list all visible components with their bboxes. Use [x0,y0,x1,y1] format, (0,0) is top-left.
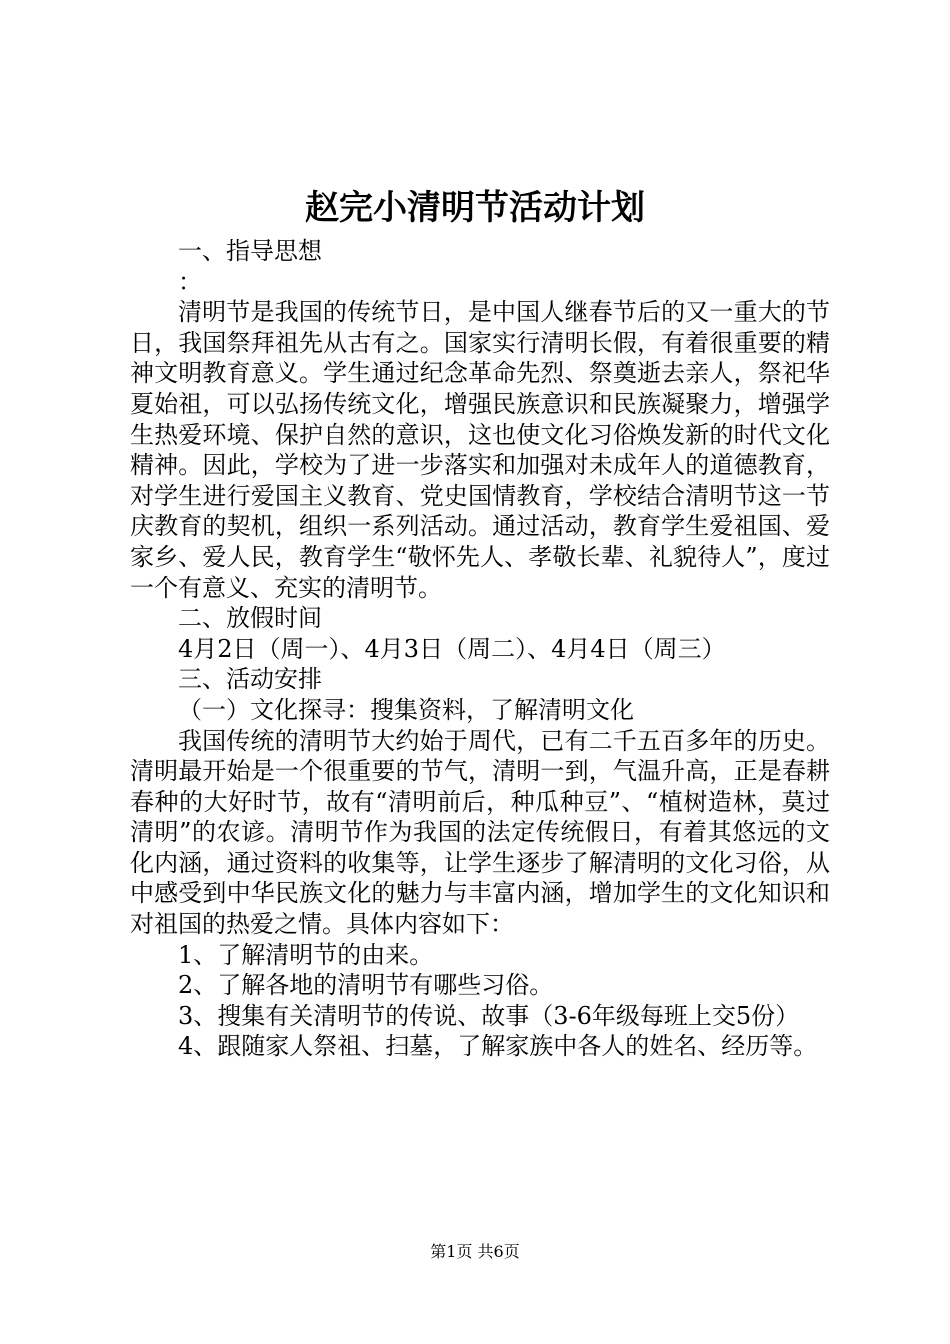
sub-heading-culture-exploration: （一）文化探寻：搜集资料，了解清明文化 [178,695,634,724]
list-item: 1、了解清明节的由来。 [178,940,434,969]
list-item: 2、了解各地的清明节有哪些习俗。 [178,971,554,1000]
colon-line: ： [178,267,202,296]
section-heading-activity-plan: 三、活动安排 [178,665,322,694]
list-item: 4、跟随家人祭祖、扫墓，了解家族中各人的姓名、经历等。 [178,1032,818,1061]
holiday-dates: 4月2日（周一）、4月3日（周二）、4月4日（周三） [178,634,726,663]
list-item: 3、搜集有关清明节的传说、故事（3-6年级每班上交5份） [178,1001,800,1030]
paragraph-culture-exploration: 我国传统的清明节大约始于周代，已有二千五百多年的历史。清明最开始是一个很重要的节气，清明一到，气温升高，正是春耕春种的大好时节，故有“清明前后，种瓜种豆”、“植树造林，莫过清明”的农谚。清明节作为我国的法定传统假日，有着其悠远的文化内涵，通过资料的收集等，让学生逐步了解清明的文化习俗，从中感受到中华民族文化的魅力与丰富内涵，增加学生的文化知识和对祖国的热爱之情。具体内容如下： [130,726,830,939]
document-title: 赵完小清明节活动计划 [305,188,645,228]
section-heading-holiday-time: 二、放假时间 [178,604,322,633]
page-footer: 第1页 共6页 [430,1242,520,1261]
paragraph-guiding-ideology: 清明节是我国的传统节日，是中国人继春节后的又一重大的节日，我国祭拜祖先从古有之。国家实行清明长假，有着很重要的精神文明教育意义。学生通过纪念革命先烈、祭奠逝去亲人，祭祀华夏始祖，可以弘扬传统文化，增强民族意识和民族凝聚力，增强学生热爱环境、保护自然的意识，这也使文化习俗焕发新的时代文化精神。因此，学校为了进一步落实和加强对未成年人的道德教育，对学生进行爱国主义教育、党史国情教育，学校结合清明节这一节庆教育的契机，组织一系列活动。通过活动，教育学生爱祖国、爱家乡、爱人民，教育学生“敬怀先人、孝敬长辈、礼貌待人”，度过一个有意义、充实的清明节。 [130,298,830,602]
section-heading-guiding-ideology: 一、指导思想 [178,237,322,265]
document-body [130,236,830,1062]
